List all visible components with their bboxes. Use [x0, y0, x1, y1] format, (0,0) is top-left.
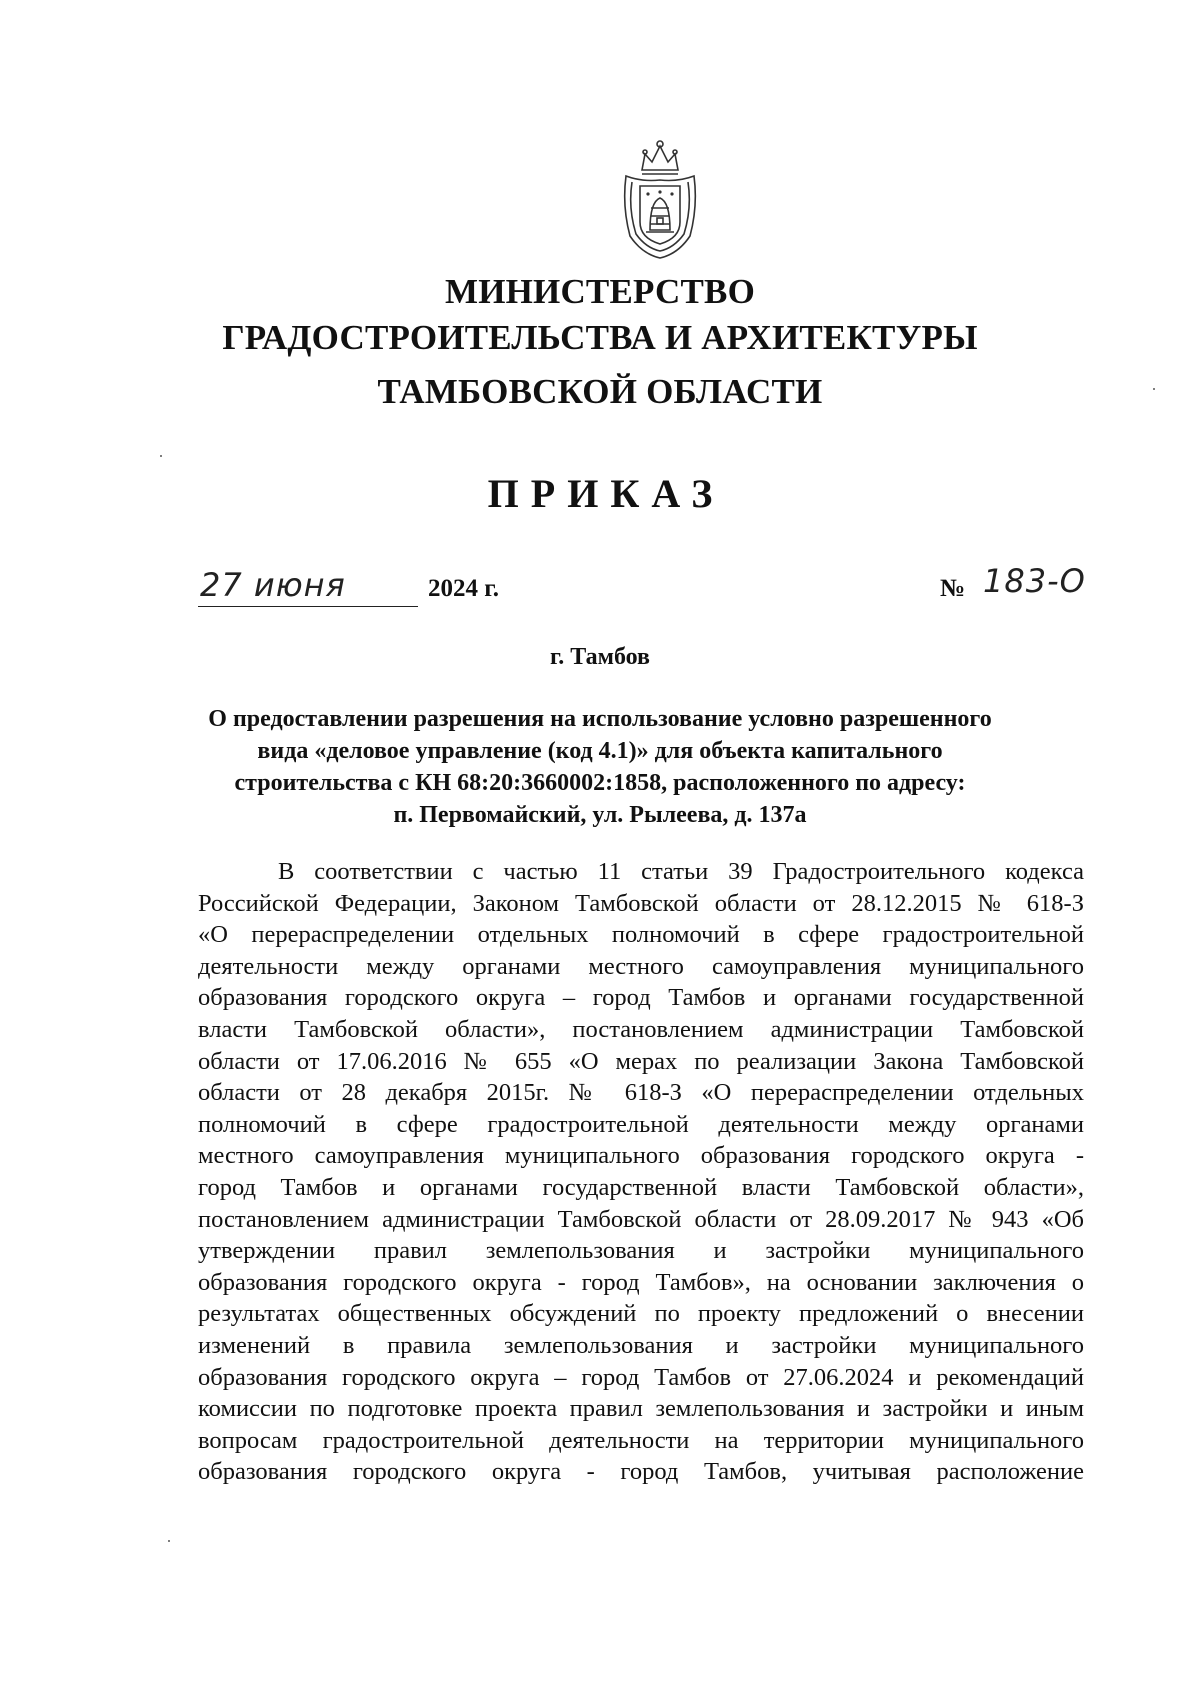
- body-line: области от 17.06.2016 № 655 «О мерах по реализации Закона Тамбовской: [198, 1047, 1084, 1075]
- body-line: образования городского округа - город Тамбов, учитывая расположение: [198, 1458, 1084, 1486]
- subject-line: О предоставлении разрешения на использование условно разрешенного: [208, 706, 992, 732]
- handwritten-date: 27 июня: [200, 566, 346, 604]
- body-line: комиссии по подготовке проекта правил землепользования и застройки и иным: [198, 1395, 1084, 1423]
- body-line: «О перераспределении отдельных полномочий в сфере градостроительной: [198, 921, 1084, 949]
- body-line: В соответствии с частью 11 статьи 39 Градостроительного кодекса: [278, 858, 1084, 885]
- ministry-name-line3: ТАМБОВСКОЙ ОБЛАСТИ: [377, 372, 823, 411]
- body-line: вопросам градостроительной деятельности на территории муниципального: [198, 1426, 1084, 1454]
- body-line: образования городского округа – город Тамбов и органами государственной: [198, 984, 1084, 1012]
- subject-line: п. Первомайский, ул. Рылеева, д. 137а: [393, 802, 807, 828]
- handwritten-order-number: 183-О: [983, 562, 1086, 600]
- subject-line: вида «деловое управление (код 4.1)» для объекта капитального: [257, 738, 943, 764]
- body-line: образования городского округа – город Тамбов от 27.06.2024 и рекомендаций: [198, 1363, 1084, 1391]
- document-type-title: ПРИКАЗ: [487, 471, 725, 516]
- scan-speck: [1153, 388, 1155, 390]
- body-line: город Тамбов и органами государственной власти Тамбовской области»,: [198, 1173, 1084, 1201]
- tambov-coat-of-arms-icon: [612, 136, 708, 262]
- subject-line: строительства с КН 68:20:3660002:1858, расположенного по адресу:: [234, 770, 966, 796]
- body-line: деятельности между органами местного самоуправления муниципального: [198, 952, 1084, 980]
- order-city: г. Тамбов: [550, 644, 650, 670]
- body-line: образования городского округа - город Тамбов», на основании заключения о: [198, 1268, 1084, 1296]
- scan-speck: [160, 455, 162, 457]
- body-line: изменений в правила землепользования и застройки муниципального: [198, 1331, 1084, 1359]
- order-number-label: №: [940, 575, 966, 602]
- order-body-text: [198, 856, 1084, 1488]
- body-line: Российской Федерации, Законом Тамбовской области от 28.12.2015 № 618-З: [198, 889, 1084, 917]
- ministry-name-line1: МИНИСТЕРСТВО: [444, 272, 756, 311]
- order-year: 2024 г.: [428, 575, 500, 602]
- body-line: утверждении правил землепользования и застройки муниципального: [198, 1237, 1084, 1265]
- body-line: постановлением администрации Тамбовской области от 28.09.2017 № 943 «Об: [198, 1205, 1084, 1233]
- body-line: власти Тамбовской области», постановлением администрации Тамбовской: [198, 1015, 1084, 1043]
- order-subject: [160, 703, 1040, 831]
- ministry-name-line2: ГРАДОСТРОИТЕЛЬСТВА И АРХИТЕКТУРЫ: [222, 318, 978, 357]
- body-line: полномочий в сфере градостроительной деятельности между органами: [198, 1110, 1084, 1138]
- body-line: результатах общественных обсуждений по проекту предложений о внесении: [198, 1300, 1084, 1328]
- body-line: области от 28 декабря 2015г. № 618-З «О перераспределении отдельных: [198, 1079, 1084, 1107]
- body-line: местного самоуправления муниципального образования городского округа -: [198, 1142, 1084, 1170]
- scan-speck: [168, 1540, 170, 1542]
